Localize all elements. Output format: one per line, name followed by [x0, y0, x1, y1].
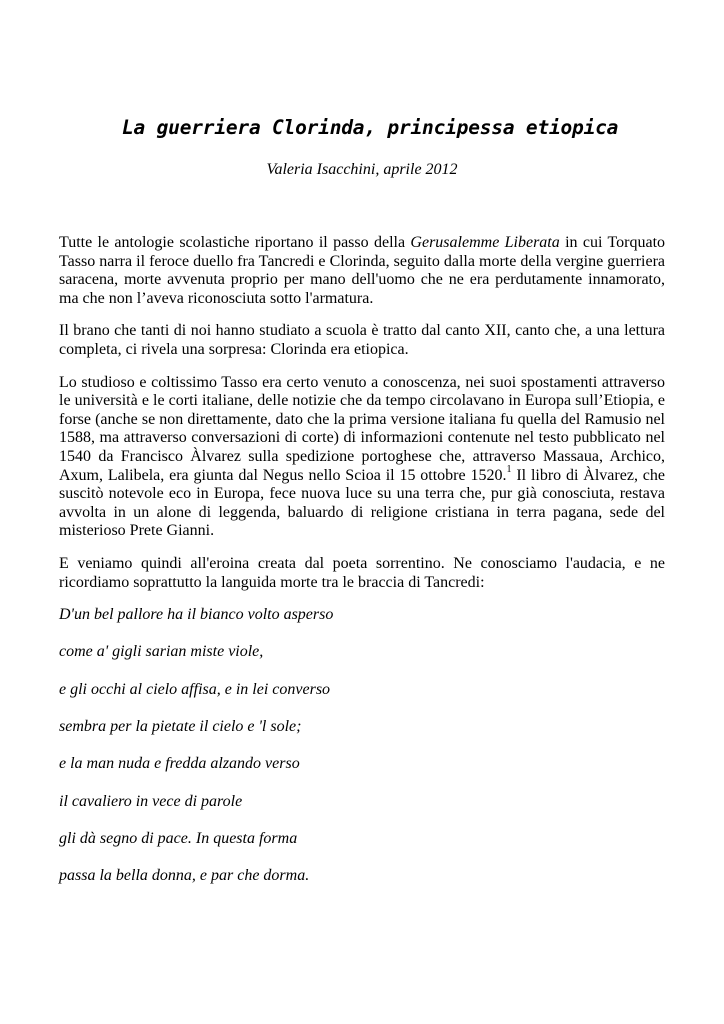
verse-line: gli dà segno di pace. In questa forma	[59, 829, 298, 847]
verse-stanza	[59, 606, 665, 904]
paragraph-canto: Il brano che tanti di noi hanno studiato a scuola è tratto dal canto XII, canto che, a una lettura completa, ci rivela una sorpresa: Clorinda era etiopica.	[59, 322, 665, 358]
work-title-gerusalemme: Gerusalemme Liberata	[410, 234, 560, 251]
document-title: La guerriera Clorinda, principessa etiopica	[122, 116, 619, 139]
verse-line: e la man nuda e fredda alzando verso	[59, 755, 300, 773]
paragraph-intro	[59, 234, 665, 308]
paragraph-eroina: E veniamo quindi all'eroina creata dal poeta sorrentino. Ne conosciamo l'audacia, e ne ricordiamo soprattutto la languida morte tra le braccia di Tancredi:	[59, 554, 665, 591]
paragraph-tasso	[59, 374, 665, 541]
footnote-marker[interactable]: 1	[506, 464, 512, 476]
paragraph-intro-after: in cui Torquato Tasso narra il feroce duello fra Tancredi e Clorinda, seguito dalla morte della vergine guerriera saracena, morte avvenuta proprio per mano dell'uomo che ne era perdutamente innamorato, ma che non l’aveva riconosciuta sotto l'armatura.	[59, 234, 666, 307]
verse-line: passa la bella donna, e par che dorma.	[59, 867, 310, 885]
verse-line: sembra per la pietate il cielo e 'l sole;	[59, 717, 302, 735]
article-body	[59, 234, 665, 904]
byline-text: Valeria Isacchini, aprile 2012	[266, 161, 458, 178]
paragraph-intro-before: Tutte le antologie scolastiche riportano il passo della	[59, 234, 411, 251]
verse-line: e gli occhi al cielo affisa, e in lei converso	[59, 680, 331, 698]
author-byline	[0, 161, 724, 179]
verse-line: come a' gigli sarian miste viole,	[59, 643, 264, 661]
verse-line: D'un bel pallore ha il bianco volto asperso	[59, 606, 334, 624]
verse-line: il cavaliero in vece di parole	[59, 792, 243, 810]
paragraph-tasso-after: Il libro di Àlvarez, che suscitò notevole eco in Europa, fece nuova luce su una terra che, pur già conosciuta, restava avvolta in un alone di leggenda, baluardo di religione cristiana in terra pagana, sede del misterioso Prete Gianni.	[59, 466, 665, 540]
paragraph-tasso-before: Lo studioso e coltissimo Tasso era certo venuto a conoscenza, nei suoi spostamenti attraverso le università e le corti italiane, delle notizie che da tempo circolavano in Europa sull’Etiopia, e forse (anche se non direttamente, dato che la prima versione italiana fu quella del Ramusio nel 1588, ma attraverso conversazioni di corte) di informazioni contenute nel testo pubblicato nel 1540 da Francisco Àlvarez sulla spedizione portoghese che, attraverso Massaua, Archico, Axum, Lalibela, era giunta dal Negus nello Scioa il 15 ottobre 1520.	[59, 373, 665, 484]
